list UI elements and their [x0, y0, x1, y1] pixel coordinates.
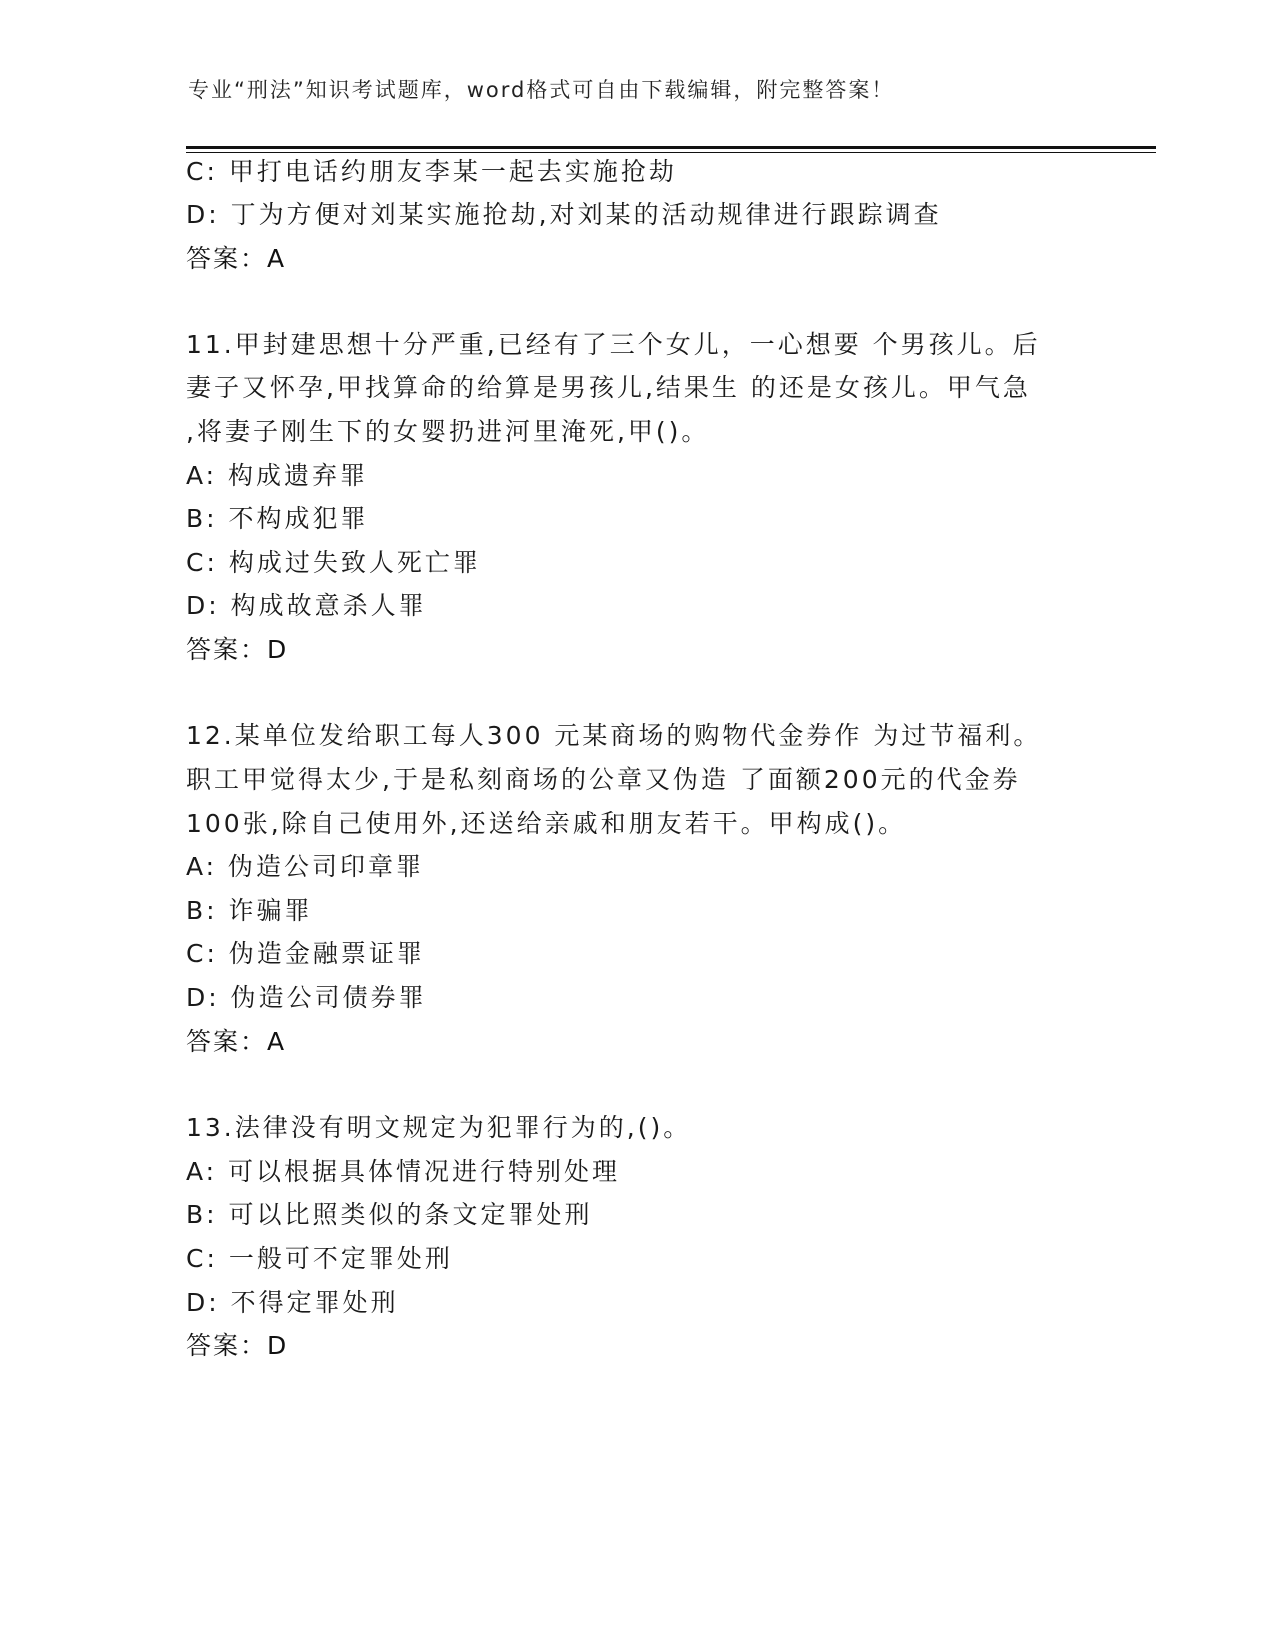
question-11-line-3: ,将妻子刚生下的女婴扔进河里淹死,甲()。	[186, 417, 710, 446]
option-text: 伪造公司债券罪	[230, 983, 427, 1012]
option-letter: A:	[186, 1157, 218, 1186]
question-13-option-a	[186, 1157, 620, 1187]
option-letter: C:	[186, 1244, 218, 1273]
question-13-option-c	[186, 1244, 453, 1274]
option-letter: D:	[186, 983, 220, 1012]
option-text: 可以比照类似的条文定罪处刑	[228, 1200, 593, 1229]
question-13-option-b	[186, 1200, 593, 1230]
answer-value: A	[267, 244, 287, 273]
option-letter: D:	[186, 200, 220, 229]
question-12-option-a	[186, 852, 424, 882]
question-11-line-2: 妻子又怀孕,甲找算命的给算是男孩儿,结果生 的还是女孩儿。甲气急	[186, 373, 1031, 402]
question-12-option-d	[186, 983, 427, 1013]
option-letter: B:	[186, 504, 218, 533]
question-12-line-3: 100张,除自己使用外,还送给亲戚和朋友若干。甲构成()。	[186, 809, 907, 838]
page-header: 专业“刑法”知识考试题库，word格式可自由下载编辑，附完整答案！	[188, 78, 895, 102]
option-text: 不构成犯罪	[228, 504, 369, 533]
option-text: 丁为方便对刘某实施抢劫,对刘某的活动规律进行跟踪调查	[230, 200, 942, 229]
option-text: 伪造金融票证罪	[228, 939, 425, 968]
option-text: 诈骗罪	[228, 896, 313, 925]
option-text: 不得定罪处刑	[230, 1288, 399, 1317]
question-11-option-d	[186, 591, 427, 621]
question-12-option-b	[186, 896, 313, 926]
answer-label: 答案：	[186, 1331, 268, 1360]
answer-label: 答案：	[186, 1027, 268, 1056]
option-text: 构成故意杀人罪	[230, 591, 427, 620]
answer-value: A	[267, 1027, 287, 1056]
answer-value: D	[267, 635, 289, 664]
answer-label: 答案：	[186, 244, 268, 273]
answer-label: 答案：	[186, 635, 268, 664]
prev-option-c	[186, 157, 677, 187]
question-12-line-1: 12.某单位发给职工每人300 元某商场的购物代金券作 为过节福利。	[186, 721, 1042, 750]
question-12-option-c	[186, 939, 425, 969]
question-11-option-b	[186, 504, 369, 534]
option-text: 伪造公司印章罪	[228, 852, 425, 881]
option-letter: C:	[186, 939, 218, 968]
option-letter: A:	[186, 461, 218, 490]
question-13-option-d	[186, 1288, 399, 1318]
question-11-option-a	[186, 461, 368, 491]
prev-answer	[186, 244, 286, 274]
question-11-option-c	[186, 548, 481, 578]
question-13-line-1: 13.法律没有明文规定为犯罪行为的,()。	[186, 1113, 692, 1142]
option-text: 构成遗弃罪	[228, 461, 369, 490]
option-letter: B:	[186, 896, 218, 925]
option-letter: B:	[186, 1200, 218, 1229]
option-letter: D:	[186, 591, 220, 620]
option-letter: A:	[186, 852, 218, 881]
answer-value: D	[267, 1331, 289, 1360]
option-letter: D:	[186, 1288, 220, 1317]
question-11-line-1: 11.甲封建思想十分严重,已经有了三个女儿，一心想要 个男孩儿。后	[186, 330, 1041, 359]
option-letter: C:	[186, 548, 218, 577]
question-12-line-2: 职工甲觉得太少,于是私刻商场的公章又伪造 了面额200元的代金券	[186, 765, 1021, 794]
option-letter: C:	[186, 157, 218, 186]
option-text: 构成过失致人死亡罪	[228, 548, 481, 577]
question-13-answer	[186, 1331, 288, 1361]
option-text: 甲打电话约朋友李某一起去实施抢劫	[228, 157, 677, 186]
header-rule-thin	[186, 152, 1156, 153]
option-text: 可以根据具体情况进行特别处理	[228, 1157, 621, 1186]
header-rule-thick	[186, 146, 1156, 149]
question-11-answer	[186, 635, 288, 665]
prev-option-d	[186, 200, 942, 230]
option-text: 一般可不定罪处刑	[228, 1244, 453, 1273]
question-12-answer	[186, 1027, 286, 1057]
